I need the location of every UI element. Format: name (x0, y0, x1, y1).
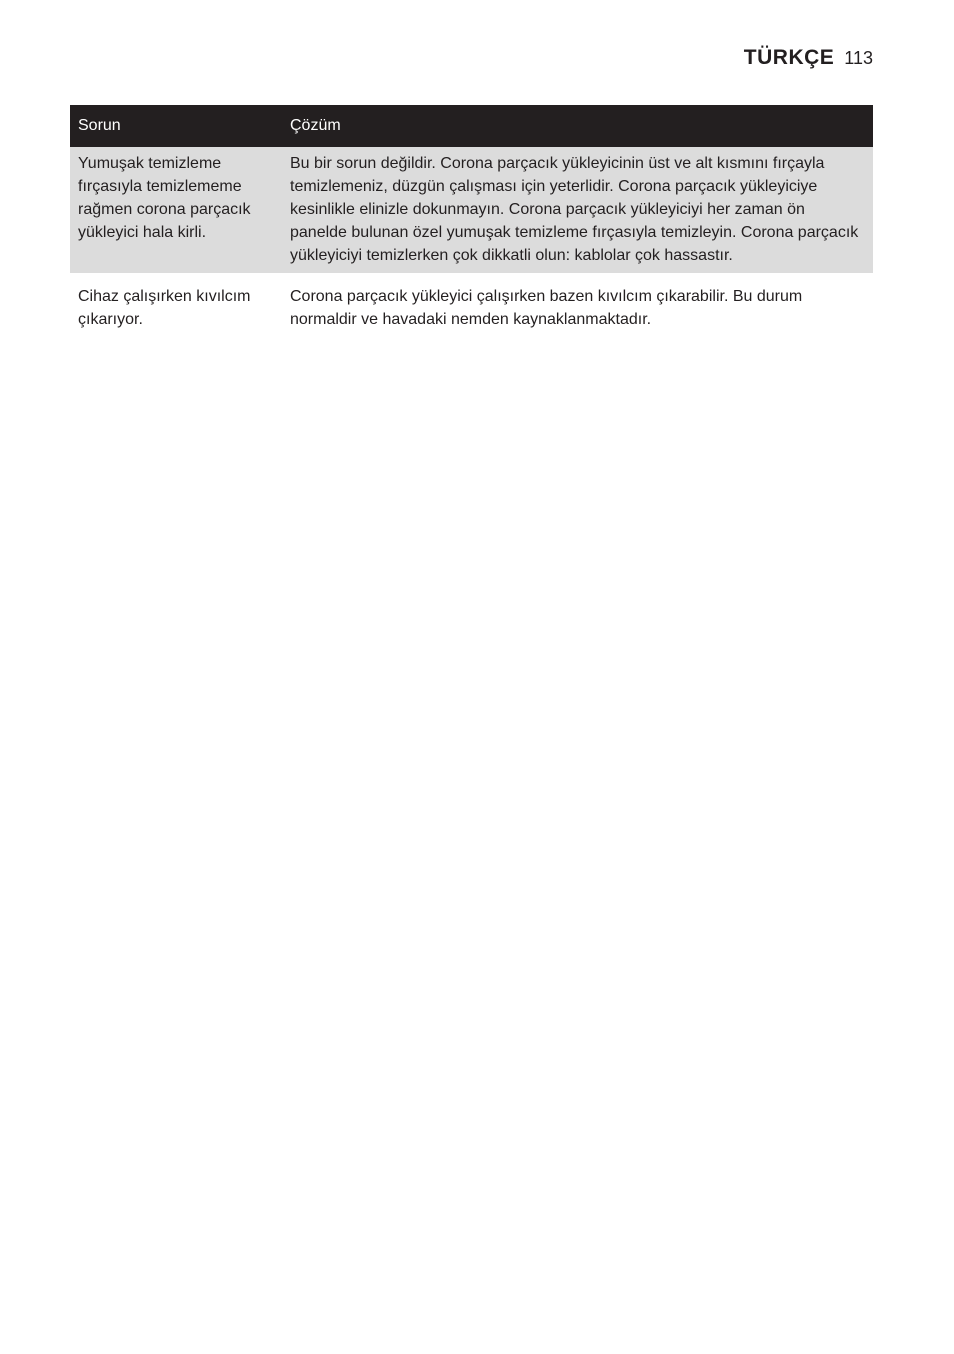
table-row (70, 147, 873, 273)
page-number: 113 (844, 48, 873, 68)
section-language-title: TÜRKÇE (743, 46, 835, 69)
column-header-problem: Sorun (70, 105, 282, 147)
column-header-solution: Çözüm (282, 105, 873, 147)
problem-cell: Cihaz çalışırken kıvılcım çıkarıyor. (78, 288, 251, 328)
troubleshooting-table (70, 105, 873, 337)
solution-cell: Bu bir sorun değildir. Corona parçacık yükleyicinin üst ve alt kısmını fırçayla temizlemeniz, düzgün çalışması için yeterlidir. Corona parçacık yükleyiciye kesinlikle elinizle dokunmayın. Corona parçacık yükleyiciyi her zaman ön panelde bulunan özel yumuşak temizleme fırçasıyla temizleyin. Corona parçacık yükleyiciyi temizlerken çok dikkatli olun: kablolar çok hassastır. (282, 147, 873, 273)
problem-cell: Yumuşak temizleme fırçasıyla temizlememe rağmen corona parçacık yükleyici hala kirli. (70, 147, 282, 273)
table-row (70, 279, 873, 337)
page-header (744, 46, 873, 70)
table-header-row (70, 105, 873, 147)
solution-cell: Corona parçacık yükleyici çalışırken bazen kıvılcım çıkarabilir. Bu durum normaldir ve havadaki nemden kaynaklanmaktadır. (290, 288, 803, 328)
